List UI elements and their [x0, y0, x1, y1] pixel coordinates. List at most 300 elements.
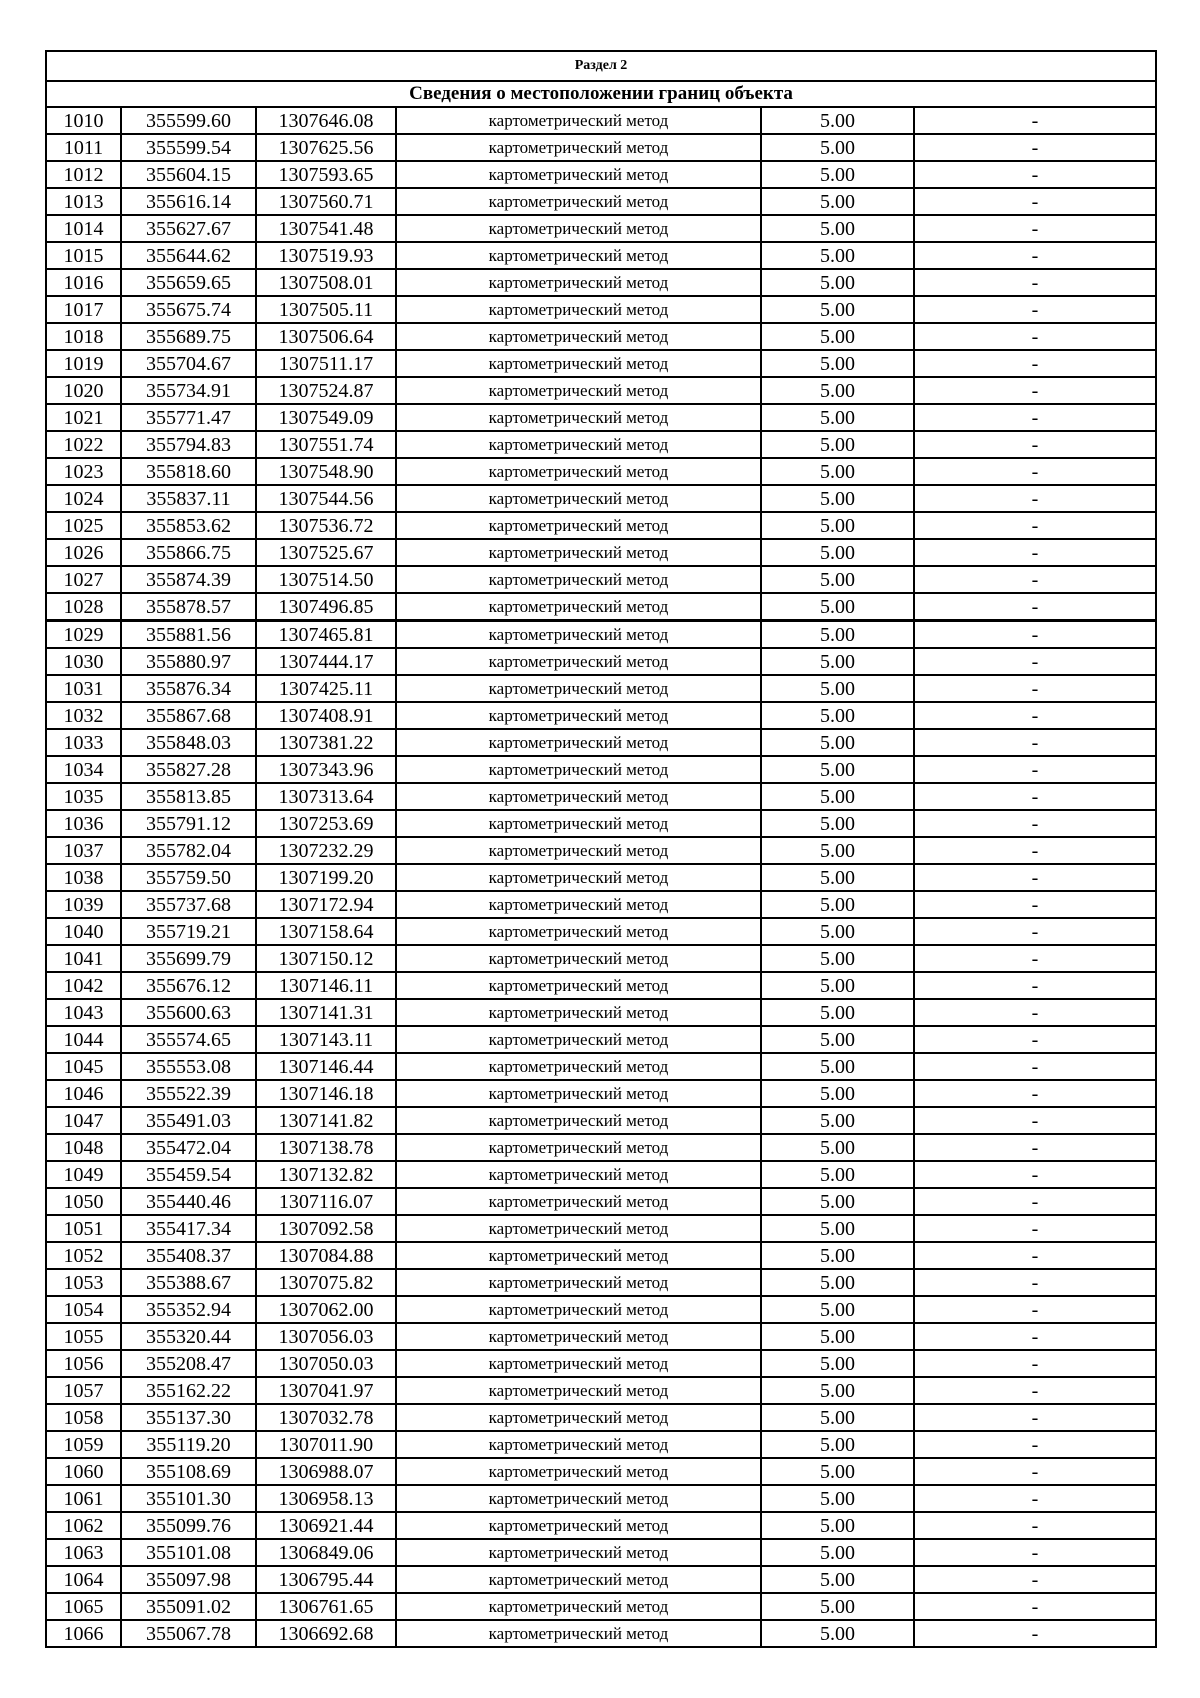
accuracy-cell: 5.00	[761, 756, 914, 783]
coord-x-cell: 355881.56	[121, 621, 256, 649]
description-cell: -	[914, 1539, 1156, 1566]
point-number-cell: 1065	[46, 1593, 121, 1620]
point-number-cell: 1017	[46, 296, 121, 323]
coord-x-cell: 355137.30	[121, 1404, 256, 1431]
table-row	[46, 1350, 1156, 1377]
method-cell: картометрический метод	[396, 729, 761, 756]
method-cell: картометрический метод	[396, 1161, 761, 1188]
coord-y-cell: 1307313.64	[256, 783, 396, 810]
accuracy-cell: 5.00	[761, 1566, 914, 1593]
accuracy-cell: 5.00	[761, 1458, 914, 1485]
table-row	[46, 1107, 1156, 1134]
table-row	[46, 566, 1156, 593]
coord-x-cell: 355600.63	[121, 999, 256, 1026]
description-cell: -	[914, 648, 1156, 675]
method-cell: картометрический метод	[396, 1242, 761, 1269]
table-row	[46, 891, 1156, 918]
description-cell: -	[914, 1026, 1156, 1053]
point-number-cell: 1062	[46, 1512, 121, 1539]
table-row	[46, 296, 1156, 323]
method-cell: картометрический метод	[396, 431, 761, 458]
coord-y-cell: 1307141.82	[256, 1107, 396, 1134]
description-cell: -	[914, 1053, 1156, 1080]
point-number-cell: 1021	[46, 404, 121, 431]
method-cell: картометрический метод	[396, 188, 761, 215]
method-cell: картометрический метод	[396, 1053, 761, 1080]
section-label: Раздел 2	[46, 51, 1156, 81]
accuracy-cell: 5.00	[761, 1161, 914, 1188]
table-row	[46, 1296, 1156, 1323]
description-cell: -	[914, 1485, 1156, 1512]
method-cell: картометрический метод	[396, 1323, 761, 1350]
coord-x-cell: 355472.04	[121, 1134, 256, 1161]
point-number-cell: 1024	[46, 485, 121, 512]
point-number-cell: 1039	[46, 891, 121, 918]
method-cell: картометрический метод	[396, 1485, 761, 1512]
table-row	[46, 918, 1156, 945]
coord-x-cell: 355067.78	[121, 1620, 256, 1647]
description-cell: -	[914, 512, 1156, 539]
point-number-cell: 1049	[46, 1161, 121, 1188]
point-number-cell: 1022	[46, 431, 121, 458]
accuracy-cell: 5.00	[761, 1593, 914, 1620]
coord-x-cell: 355644.62	[121, 242, 256, 269]
accuracy-cell: 5.00	[761, 810, 914, 837]
table-row	[46, 648, 1156, 675]
table-row	[46, 1242, 1156, 1269]
accuracy-cell: 5.00	[761, 296, 914, 323]
coord-x-cell: 355818.60	[121, 458, 256, 485]
coord-x-cell: 355771.47	[121, 404, 256, 431]
coord-y-cell: 1307541.48	[256, 215, 396, 242]
table-row	[46, 783, 1156, 810]
coord-y-cell: 1307116.07	[256, 1188, 396, 1215]
coord-y-cell: 1307505.11	[256, 296, 396, 323]
accuracy-cell: 5.00	[761, 891, 914, 918]
coord-x-cell: 355119.20	[121, 1431, 256, 1458]
method-cell: картометрический метод	[396, 891, 761, 918]
method-cell: картометрический метод	[396, 1080, 761, 1107]
coord-x-cell: 355737.68	[121, 891, 256, 918]
table-row	[46, 999, 1156, 1026]
table-row	[46, 242, 1156, 269]
method-cell: картометрический метод	[396, 1107, 761, 1134]
accuracy-cell: 5.00	[761, 188, 914, 215]
coord-y-cell: 1307056.03	[256, 1323, 396, 1350]
coord-y-cell: 1307138.78	[256, 1134, 396, 1161]
section-header-row	[46, 51, 1156, 81]
method-cell: картометрический метод	[396, 593, 761, 621]
coord-y-cell: 1307508.01	[256, 269, 396, 296]
table-row	[46, 134, 1156, 161]
coord-y-cell: 1307253.69	[256, 810, 396, 837]
point-number-cell: 1057	[46, 1377, 121, 1404]
description-cell: -	[914, 1458, 1156, 1485]
table-row	[46, 1188, 1156, 1215]
method-cell: картометрический метод	[396, 972, 761, 999]
coord-x-cell: 355162.22	[121, 1377, 256, 1404]
method-cell: картометрический метод	[396, 404, 761, 431]
description-cell: -	[914, 1269, 1156, 1296]
accuracy-cell: 5.00	[761, 323, 914, 350]
accuracy-cell: 5.00	[761, 1323, 914, 1350]
point-number-cell: 1036	[46, 810, 121, 837]
table-row	[46, 1566, 1156, 1593]
table-row	[46, 1323, 1156, 1350]
coord-y-cell: 1307381.22	[256, 729, 396, 756]
method-cell: картометрический метод	[396, 1269, 761, 1296]
point-number-cell: 1055	[46, 1323, 121, 1350]
table-row	[46, 377, 1156, 404]
description-cell: -	[914, 134, 1156, 161]
point-number-cell: 1041	[46, 945, 121, 972]
description-cell: -	[914, 1620, 1156, 1647]
coord-y-cell: 1307511.17	[256, 350, 396, 377]
table-row	[46, 323, 1156, 350]
coord-y-cell: 1307232.29	[256, 837, 396, 864]
coord-y-cell: 1307062.00	[256, 1296, 396, 1323]
coord-y-cell: 1307519.93	[256, 242, 396, 269]
table-row	[46, 675, 1156, 702]
accuracy-cell: 5.00	[761, 1404, 914, 1431]
coord-y-cell: 1306988.07	[256, 1458, 396, 1485]
table-row	[46, 972, 1156, 999]
table-row	[46, 756, 1156, 783]
table-row	[46, 1458, 1156, 1485]
point-number-cell: 1046	[46, 1080, 121, 1107]
coord-x-cell: 355759.50	[121, 864, 256, 891]
description-cell: -	[914, 107, 1156, 134]
coord-x-cell: 355876.34	[121, 675, 256, 702]
point-number-cell: 1029	[46, 621, 121, 649]
description-cell: -	[914, 1161, 1156, 1188]
coord-y-cell: 1307084.88	[256, 1242, 396, 1269]
point-number-cell: 1023	[46, 458, 121, 485]
table-row	[46, 215, 1156, 242]
accuracy-cell: 5.00	[761, 431, 914, 458]
table-row	[46, 1269, 1156, 1296]
point-number-cell: 1016	[46, 269, 121, 296]
method-cell: картометрический метод	[396, 1566, 761, 1593]
description-cell: -	[914, 215, 1156, 242]
method-cell: картометрический метод	[396, 1620, 761, 1647]
method-cell: картометрический метод	[396, 350, 761, 377]
point-number-cell: 1050	[46, 1188, 121, 1215]
coord-y-cell: 1307560.71	[256, 188, 396, 215]
coord-y-cell: 1307050.03	[256, 1350, 396, 1377]
coord-x-cell: 355097.98	[121, 1566, 256, 1593]
method-cell: картометрический метод	[396, 837, 761, 864]
coord-x-cell: 355878.57	[121, 593, 256, 621]
description-cell: -	[914, 431, 1156, 458]
table-row	[46, 404, 1156, 431]
coord-x-cell: 355848.03	[121, 729, 256, 756]
description-cell: -	[914, 972, 1156, 999]
coord-x-cell: 355867.68	[121, 702, 256, 729]
table-row	[46, 1377, 1156, 1404]
table-title-row	[46, 81, 1156, 107]
method-cell: картометрический метод	[396, 1134, 761, 1161]
accuracy-cell: 5.00	[761, 1107, 914, 1134]
accuracy-cell: 5.00	[761, 566, 914, 593]
coord-y-cell: 1307141.31	[256, 999, 396, 1026]
method-cell: картометрический метод	[396, 783, 761, 810]
coord-x-cell: 355853.62	[121, 512, 256, 539]
method-cell: картометрический метод	[396, 864, 761, 891]
point-number-cell: 1038	[46, 864, 121, 891]
coord-y-cell: 1307444.17	[256, 648, 396, 675]
accuracy-cell: 5.00	[761, 1215, 914, 1242]
table-row	[46, 1512, 1156, 1539]
point-number-cell: 1026	[46, 539, 121, 566]
point-number-cell: 1043	[46, 999, 121, 1026]
coord-x-cell: 355320.44	[121, 1323, 256, 1350]
table-row	[46, 1161, 1156, 1188]
coord-y-cell: 1307496.85	[256, 593, 396, 621]
coord-x-cell: 355719.21	[121, 918, 256, 945]
method-cell: картометрический метод	[396, 1512, 761, 1539]
method-cell: картометрический метод	[396, 377, 761, 404]
method-cell: картометрический метод	[396, 1188, 761, 1215]
description-cell: -	[914, 918, 1156, 945]
coord-y-cell: 1306692.68	[256, 1620, 396, 1647]
coord-y-cell: 1307544.56	[256, 485, 396, 512]
table-row	[46, 593, 1156, 621]
coord-x-cell: 355699.79	[121, 945, 256, 972]
accuracy-cell: 5.00	[761, 837, 914, 864]
description-cell: -	[914, 1134, 1156, 1161]
method-cell: картометрический метод	[396, 242, 761, 269]
accuracy-cell: 5.00	[761, 864, 914, 891]
coord-y-cell: 1307525.67	[256, 539, 396, 566]
point-number-cell: 1051	[46, 1215, 121, 1242]
method-cell: картометрический метод	[396, 323, 761, 350]
coord-y-cell: 1307514.50	[256, 566, 396, 593]
table-row	[46, 729, 1156, 756]
coord-y-cell: 1307172.94	[256, 891, 396, 918]
description-cell: -	[914, 188, 1156, 215]
accuracy-cell: 5.00	[761, 648, 914, 675]
coord-y-cell: 1307593.65	[256, 161, 396, 188]
table-row	[46, 837, 1156, 864]
coord-x-cell: 355440.46	[121, 1188, 256, 1215]
coordinates-table	[45, 50, 1157, 1648]
coord-x-cell: 355388.67	[121, 1269, 256, 1296]
point-number-cell: 1011	[46, 134, 121, 161]
method-cell: картометрический метод	[396, 215, 761, 242]
description-cell: -	[914, 810, 1156, 837]
table-row	[46, 269, 1156, 296]
coord-x-cell: 355101.08	[121, 1539, 256, 1566]
description-cell: -	[914, 891, 1156, 918]
accuracy-cell: 5.00	[761, 1377, 914, 1404]
description-cell: -	[914, 621, 1156, 649]
point-number-cell: 1034	[46, 756, 121, 783]
point-number-cell: 1030	[46, 648, 121, 675]
coord-x-cell: 355604.15	[121, 161, 256, 188]
table-row	[46, 485, 1156, 512]
table-row	[46, 107, 1156, 134]
coord-y-cell: 1307408.91	[256, 702, 396, 729]
coord-x-cell: 355459.54	[121, 1161, 256, 1188]
description-cell: -	[914, 485, 1156, 512]
point-number-cell: 1012	[46, 161, 121, 188]
coord-x-cell: 355352.94	[121, 1296, 256, 1323]
method-cell: картометрический метод	[396, 1215, 761, 1242]
table-row	[46, 188, 1156, 215]
coord-x-cell: 355676.12	[121, 972, 256, 999]
point-number-cell: 1035	[46, 783, 121, 810]
accuracy-cell: 5.00	[761, 783, 914, 810]
coord-x-cell: 355108.69	[121, 1458, 256, 1485]
method-cell: картометрический метод	[396, 134, 761, 161]
table-row	[46, 1431, 1156, 1458]
coord-y-cell: 1307158.64	[256, 918, 396, 945]
point-number-cell: 1063	[46, 1539, 121, 1566]
coord-x-cell: 355794.83	[121, 431, 256, 458]
accuracy-cell: 5.00	[761, 107, 914, 134]
accuracy-cell: 5.00	[761, 675, 914, 702]
accuracy-cell: 5.00	[761, 621, 914, 649]
point-number-cell: 1037	[46, 837, 121, 864]
point-number-cell: 1028	[46, 593, 121, 621]
table-row	[46, 1539, 1156, 1566]
description-cell: -	[914, 1323, 1156, 1350]
accuracy-cell: 5.00	[761, 1269, 914, 1296]
method-cell: картометрический метод	[396, 512, 761, 539]
method-cell: картометрический метод	[396, 269, 761, 296]
coord-y-cell: 1307011.90	[256, 1431, 396, 1458]
description-cell: -	[914, 1080, 1156, 1107]
coord-x-cell: 355627.67	[121, 215, 256, 242]
coord-x-cell: 355837.11	[121, 485, 256, 512]
description-cell: -	[914, 350, 1156, 377]
table-row	[46, 1485, 1156, 1512]
coord-y-cell: 1306795.44	[256, 1566, 396, 1593]
description-cell: -	[914, 945, 1156, 972]
coord-y-cell: 1307150.12	[256, 945, 396, 972]
accuracy-cell: 5.00	[761, 1242, 914, 1269]
coord-x-cell: 355491.03	[121, 1107, 256, 1134]
coord-x-cell: 355675.74	[121, 296, 256, 323]
point-number-cell: 1064	[46, 1566, 121, 1593]
accuracy-cell: 5.00	[761, 377, 914, 404]
point-number-cell: 1040	[46, 918, 121, 945]
method-cell: картометрический метод	[396, 296, 761, 323]
accuracy-cell: 5.00	[761, 945, 914, 972]
coord-y-cell: 1307041.97	[256, 1377, 396, 1404]
description-cell: -	[914, 702, 1156, 729]
method-cell: картометрический метод	[396, 485, 761, 512]
method-cell: картометрический метод	[396, 756, 761, 783]
point-number-cell: 1010	[46, 107, 121, 134]
description-cell: -	[914, 296, 1156, 323]
coord-y-cell: 1307551.74	[256, 431, 396, 458]
point-number-cell: 1060	[46, 1458, 121, 1485]
coord-y-cell: 1307092.58	[256, 1215, 396, 1242]
point-number-cell: 1020	[46, 377, 121, 404]
description-cell: -	[914, 1377, 1156, 1404]
point-number-cell: 1031	[46, 675, 121, 702]
coord-y-cell: 1307143.11	[256, 1026, 396, 1053]
coord-x-cell: 355599.54	[121, 134, 256, 161]
table-row	[46, 621, 1156, 649]
description-cell: -	[914, 864, 1156, 891]
accuracy-cell: 5.00	[761, 539, 914, 566]
coord-x-cell: 355101.30	[121, 1485, 256, 1512]
method-cell: картометрический метод	[396, 702, 761, 729]
point-number-cell: 1025	[46, 512, 121, 539]
accuracy-cell: 5.00	[761, 1026, 914, 1053]
accuracy-cell: 5.00	[761, 729, 914, 756]
accuracy-cell: 5.00	[761, 999, 914, 1026]
method-cell: картометрический метод	[396, 161, 761, 188]
description-cell: -	[914, 1404, 1156, 1431]
table-row	[46, 945, 1156, 972]
point-number-cell: 1059	[46, 1431, 121, 1458]
accuracy-cell: 5.00	[761, 1350, 914, 1377]
point-number-cell: 1045	[46, 1053, 121, 1080]
point-number-cell: 1014	[46, 215, 121, 242]
coord-x-cell: 355522.39	[121, 1080, 256, 1107]
coord-y-cell: 1306958.13	[256, 1485, 396, 1512]
accuracy-cell: 5.00	[761, 1134, 914, 1161]
coord-x-cell: 355880.97	[121, 648, 256, 675]
table-row	[46, 1053, 1156, 1080]
method-cell: картометрический метод	[396, 945, 761, 972]
table-row	[46, 512, 1156, 539]
accuracy-cell: 5.00	[761, 593, 914, 621]
coord-y-cell: 1307524.87	[256, 377, 396, 404]
method-cell: картометрический метод	[396, 810, 761, 837]
point-number-cell: 1061	[46, 1485, 121, 1512]
description-cell: -	[914, 675, 1156, 702]
table-row	[46, 702, 1156, 729]
method-cell: картометрический метод	[396, 1377, 761, 1404]
method-cell: картометрический метод	[396, 999, 761, 1026]
coord-x-cell: 355813.85	[121, 783, 256, 810]
coord-y-cell: 1307146.44	[256, 1053, 396, 1080]
method-cell: картометрический метод	[396, 1404, 761, 1431]
coord-y-cell: 1306849.06	[256, 1539, 396, 1566]
accuracy-cell: 5.00	[761, 458, 914, 485]
coord-x-cell: 355091.02	[121, 1593, 256, 1620]
method-cell: картометрический метод	[396, 566, 761, 593]
point-number-cell: 1066	[46, 1620, 121, 1647]
method-cell: картометрический метод	[396, 1539, 761, 1566]
point-number-cell: 1048	[46, 1134, 121, 1161]
coord-x-cell: 355874.39	[121, 566, 256, 593]
method-cell: картометрический метод	[396, 621, 761, 649]
description-cell: -	[914, 404, 1156, 431]
accuracy-cell: 5.00	[761, 134, 914, 161]
point-number-cell: 1047	[46, 1107, 121, 1134]
accuracy-cell: 5.00	[761, 1296, 914, 1323]
table-row	[46, 539, 1156, 566]
accuracy-cell: 5.00	[761, 1431, 914, 1458]
method-cell: картометрический метод	[396, 1431, 761, 1458]
point-number-cell: 1054	[46, 1296, 121, 1323]
coord-x-cell: 355616.14	[121, 188, 256, 215]
coord-y-cell: 1307146.11	[256, 972, 396, 999]
description-cell: -	[914, 458, 1156, 485]
description-cell: -	[914, 1350, 1156, 1377]
point-number-cell: 1027	[46, 566, 121, 593]
description-cell: -	[914, 1296, 1156, 1323]
description-cell: -	[914, 323, 1156, 350]
coord-y-cell: 1307132.82	[256, 1161, 396, 1188]
coord-x-cell: 355553.08	[121, 1053, 256, 1080]
